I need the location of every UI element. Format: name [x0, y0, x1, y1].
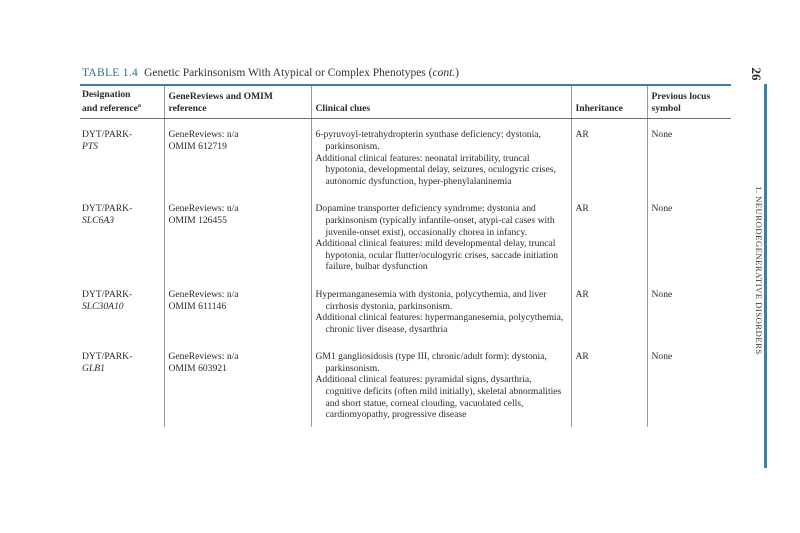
table-row	[80, 279, 731, 341]
table-row	[80, 193, 731, 279]
header-designation: Designation and reference$^a$	[80, 86, 164, 119]
cell-inheritance: AR	[571, 341, 647, 427]
cell-designation: DYT/PARK- PTS	[82, 129, 133, 152]
cell-genereviews: GeneReviews: n/a OMIM 611146	[164, 279, 311, 341]
header-genereviews: GeneReviews and OMIM reference	[164, 86, 311, 119]
cell-inheritance: AR	[571, 119, 647, 193]
cell-previous-locus: None	[647, 341, 731, 427]
table-header-row	[80, 86, 731, 119]
cell-genereviews: GeneReviews: n/a OMIM 612719	[164, 119, 311, 193]
cell-clinical-clues: 6-pyruvoyl-tetrahydropterin synthase deficiency: dystonia, parkinsonism. Additional clinical features: neonatal irritability, truncal hypotonia, developmental delay, seizures, oculogyric crises, autonomic dysfunction, hyper-phenylalaninemia	[311, 119, 571, 193]
header-clinical-clues: Clinical clues	[311, 86, 571, 119]
table-row	[80, 119, 731, 193]
header-previous-locus: Previous locus symbol	[647, 86, 731, 119]
header-inheritance: Inheritance	[571, 86, 647, 119]
cell-designation: DYT/PARK- SLC6A3	[82, 203, 133, 226]
cell-inheritance: AR	[571, 279, 647, 341]
running-head: 1. NEURODEGENERATIVE DISORDERS	[754, 186, 764, 355]
cell-genereviews: GeneReviews: n/a OMIM 126455	[164, 193, 311, 279]
cell-designation: DYT/PARK- SLC30A10	[82, 288, 133, 312]
phenotype-table	[80, 86, 731, 427]
table-row	[80, 341, 731, 427]
cell-clinical-clues: GM1 gangliosidosis (type III, chronic/adult form): dystonia, parkinsonism. Additional clinical features: pyramidal signs, dysarthria, cognitive deficits (often mild initially), skeletal abnormalities and short statue, corneal clouding, vacuolated cells, cardiomyopathy, progressive disease	[311, 341, 571, 427]
cell-inheritance: AR	[571, 193, 647, 279]
table-title-close: )	[455, 67, 460, 79]
table-caption	[82, 67, 459, 79]
cell-previous-locus: None	[647, 279, 731, 341]
cell-genereviews: GeneReviews: n/a OMIM 603921	[164, 341, 311, 427]
table-label: TABLE 1.4	[82, 67, 139, 79]
cell-previous-locus: None	[647, 119, 731, 193]
cell-previous-locus: None	[647, 193, 731, 279]
cell-clinical-clues: Dopamine transporter deficiency syndrome: dystonia and parkinsonism (typically infantile-onset, atypi-cal cases with juvenile-onset exist), occasionally chorea in infancy. Additional clinical features: mild developmental delay, truncal hypotonia, ocular flutter/oculogyric crises, saccade initiation failure, bulbar dysfunction	[311, 193, 571, 279]
side-accent-band	[764, 84, 767, 468]
table-title: Genetic Parkinsonism With Atypical or Complex Phenotypes (	[144, 67, 433, 79]
cell-designation: DYT/PARK- GLB1	[82, 351, 133, 374]
table-title-cont: cont.	[432, 67, 456, 79]
page-number: 26	[749, 67, 764, 81]
cell-clinical-clues: Hypermanganesemia with dystonia, polycythemia, and liver cirrhosis dystonia, parkinsonism. Additional clinical features: hypermanganesemia, polycythemia, chronic liver disease, dysarthria	[311, 279, 571, 341]
